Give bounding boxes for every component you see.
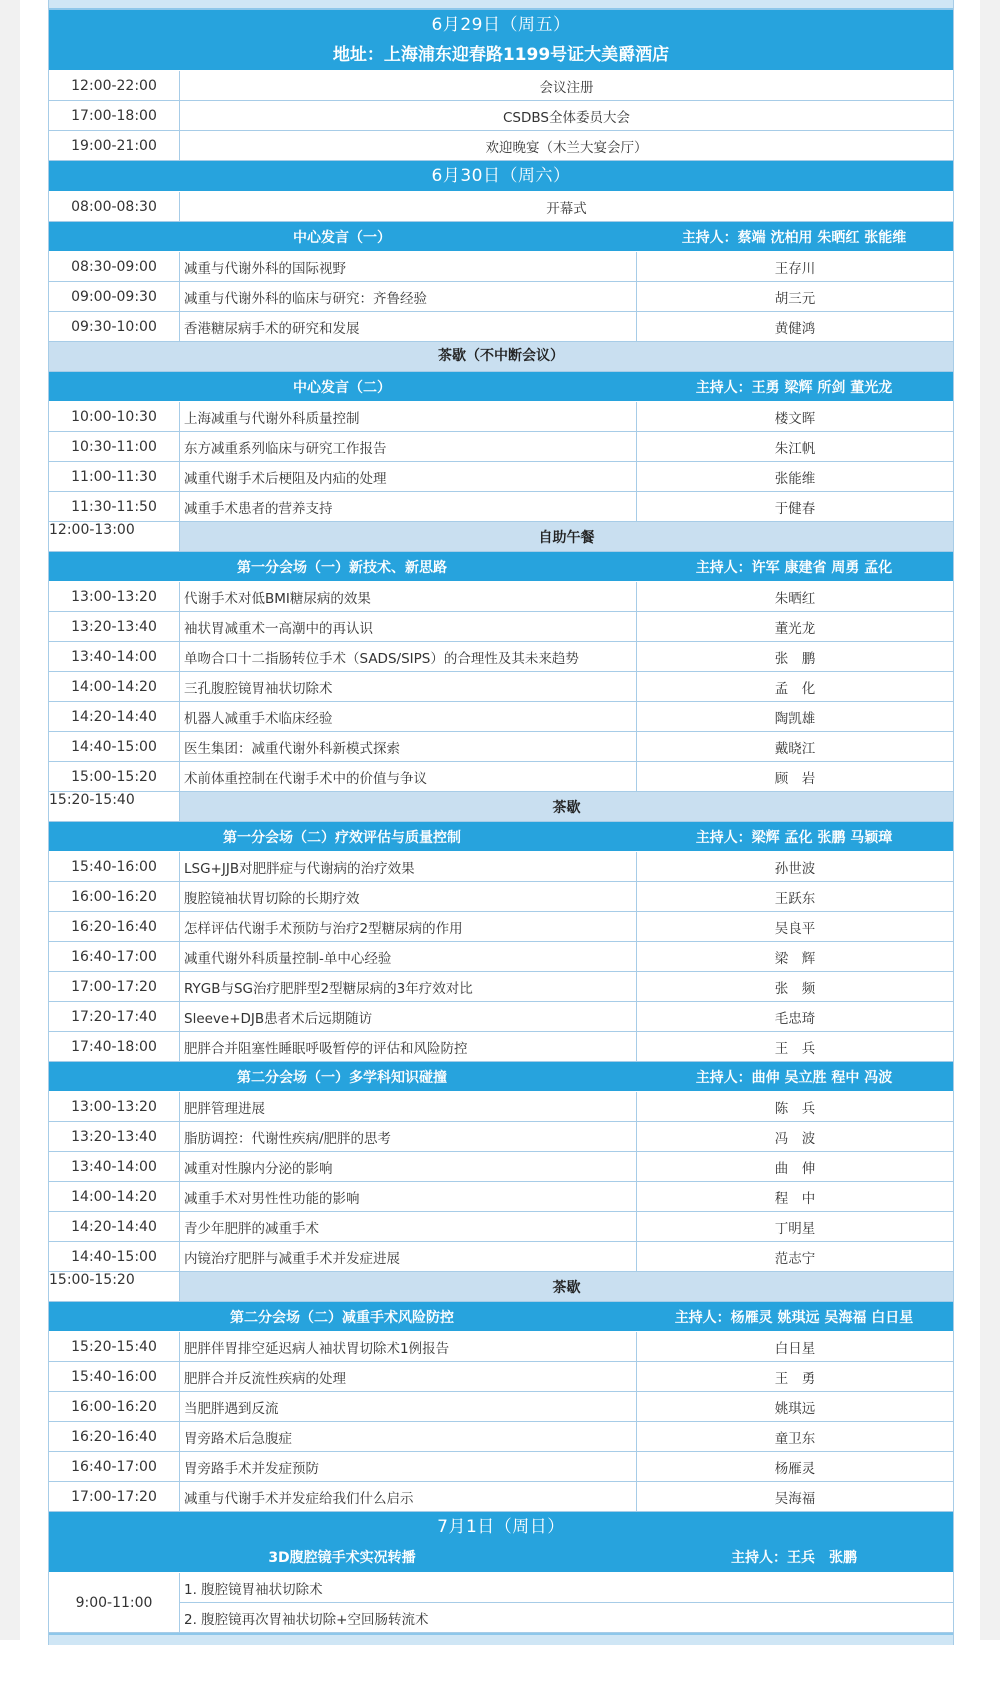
talk-row — [49, 1452, 953, 1482]
tea-break-row — [49, 792, 953, 822]
session-header — [49, 1542, 953, 1573]
speaker-cell: 冯 波 — [774, 1130, 816, 1147]
topic-cell: 怎样评估代谢手术预防与治疗2型糖尿病的作用 — [180, 912, 637, 941]
time-cell: 12:00-22:00 — [49, 71, 180, 100]
session-title: 第一分会场（二）疗效评估与质量控制 — [223, 829, 461, 846]
talk-row — [49, 942, 953, 972]
bottom-strip — [49, 1633, 953, 1645]
time-cell: 13:20-13:40 — [49, 612, 180, 641]
speaker-cell: 张 鹏 — [774, 650, 816, 667]
time-cell: 13:00-13:20 — [49, 582, 180, 611]
time-cell: 14:40-15:00 — [49, 1242, 180, 1271]
topic-cell: 肥胖合并阻塞性睡眠呼吸暂停的评估和风险防控 — [180, 1032, 637, 1061]
topic-cell: 减重与代谢外科的临床与研究：齐鲁经验 — [180, 282, 637, 311]
time-cell: 16:40-17:00 — [49, 942, 180, 971]
speaker-cell: 顾 岩 — [774, 770, 816, 787]
talk-row — [49, 582, 953, 612]
topic-cell: LSG+JJB对肥胖症与代谢病的治疗效果 — [180, 852, 637, 881]
talk-row — [49, 432, 953, 462]
topic-cell: 肥胖管理进展 — [180, 1092, 637, 1121]
time-cell: 9:00-11:00 — [49, 1573, 180, 1632]
topic-cell: 胃旁路术后急腹症 — [180, 1422, 637, 1451]
list-item: 2. 腹腔镜再次胃袖状切除+空回肠转流术 — [180, 1602, 953, 1632]
time-cell: 19:00-21:00 — [49, 131, 180, 160]
speaker-cell: 董光龙 — [774, 620, 816, 637]
speaker-cell: 于健春 — [774, 500, 816, 517]
talk-row — [49, 1212, 953, 1242]
schedule-row — [49, 192, 953, 222]
topic-cell: 三孔腹腔镜胃袖状切除术 — [180, 672, 637, 701]
speaker-cell: 吴海福 — [774, 1490, 816, 1507]
lunch-label: 自助午餐 — [180, 522, 953, 551]
time-cell: 13:20-13:40 — [49, 1122, 180, 1151]
talk-row — [49, 1122, 953, 1152]
session-header — [49, 222, 953, 252]
topic-cell: 肥胖合并反流性疾病的处理 — [180, 1362, 637, 1391]
session-header — [49, 1302, 953, 1332]
tea-break-row — [49, 1272, 953, 1302]
day-date: 6月29日（周五） — [431, 15, 571, 35]
speaker-cell: 丁明星 — [774, 1220, 816, 1237]
speaker-cell: 童卫东 — [774, 1430, 816, 1447]
speaker-cell: 孙世波 — [774, 860, 816, 877]
time-cell: 14:20-14:40 — [49, 702, 180, 731]
schedule-table — [48, 0, 954, 1645]
session-header — [49, 1062, 953, 1092]
session-title: 中心发言（一） — [293, 229, 391, 246]
talk-row — [49, 1002, 953, 1032]
speaker-cell: 王 兵 — [774, 1040, 816, 1057]
session-host: 主持人：许军 康建省 周勇 孟化 — [695, 559, 893, 576]
talk-row — [49, 252, 953, 282]
session-title: 第二分会场（一）多学科知识碰撞 — [237, 1069, 447, 1086]
speaker-cell: 程 中 — [774, 1190, 816, 1207]
talk-row — [49, 972, 953, 1002]
schedule-row — [49, 101, 953, 131]
event-cell: CSDBS全体委员大会 — [503, 109, 630, 126]
speaker-cell: 张能维 — [774, 470, 816, 487]
speaker-cell: 戴晓江 — [774, 740, 816, 757]
tea-break-row: 茶歇（不中断会议） — [49, 342, 953, 372]
time-cell: 15:00-15:20 — [49, 762, 180, 791]
talk-row — [49, 1182, 953, 1212]
speaker-cell: 王跃东 — [774, 890, 816, 907]
topic-cell: 当肥胖遇到反流 — [180, 1392, 637, 1421]
topic-cell: 上海减重与代谢外科质量控制 — [180, 402, 637, 431]
session-header — [49, 822, 953, 852]
time-cell: 17:20-17:40 — [49, 1002, 180, 1031]
time-cell: 13:40-14:00 — [49, 642, 180, 671]
topic-cell: 医生集团：减重代谢外科新模式探索 — [180, 732, 637, 761]
speaker-cell: 王存川 — [774, 260, 816, 277]
topic-cell: Sleeve+DJB患者术后远期随访 — [180, 1002, 637, 1031]
live-surgery-row — [49, 1573, 953, 1633]
session-host: 主持人：王兵 张鹏 — [731, 1550, 857, 1566]
speaker-cell: 陈 兵 — [774, 1100, 816, 1117]
time-cell: 16:40-17:00 — [49, 1452, 180, 1481]
time-cell: 11:00-11:30 — [49, 462, 180, 491]
speaker-cell: 梁 辉 — [774, 950, 816, 967]
speaker-cell: 陶凯雄 — [774, 710, 816, 727]
time-cell: 16:20-16:40 — [49, 1422, 180, 1451]
session-host: 主持人：王勇 梁辉 所剑 董光龙 — [695, 379, 893, 396]
topic-cell: 减重代谢外科质量控制-单中心经验 — [180, 942, 637, 971]
topic-cell: 内镜治疗肥胖与减重手术并发症进展 — [180, 1242, 637, 1271]
page-gutter-left — [0, 0, 20, 1640]
talk-row — [49, 762, 953, 792]
surgery-list — [180, 1573, 953, 1632]
topic-cell: 机器人减重手术临床经验 — [180, 702, 637, 731]
session-header — [49, 372, 953, 402]
time-cell: 15:40-16:00 — [49, 1362, 180, 1391]
talk-row — [49, 312, 953, 342]
lunch-row — [49, 522, 953, 552]
day-header-0630 — [49, 161, 953, 192]
session-host: 主持人：杨雁灵 姚琪远 吴海福 白日星 — [674, 1309, 914, 1326]
time-cell: 16:00-16:20 — [49, 1392, 180, 1421]
talk-row — [49, 852, 953, 882]
time-cell: 14:40-15:00 — [49, 732, 180, 761]
break-label: 茶歇 — [180, 792, 953, 821]
topic-cell: 脂肪调控：代谢性疾病/肥胖的思考 — [180, 1122, 637, 1151]
time-cell: 08:30-09:00 — [49, 252, 180, 281]
talk-row — [49, 912, 953, 942]
topic-cell: 代谢手术对低BMI糖尿病的效果 — [180, 582, 637, 611]
time-cell: 17:40-18:00 — [49, 1032, 180, 1061]
topic-cell: 香港糖尿病手术的研究和发展 — [180, 312, 637, 341]
speaker-cell: 王 勇 — [774, 1370, 816, 1387]
time-cell: 14:00-14:20 — [49, 672, 180, 701]
time-cell: 10:00-10:30 — [49, 402, 180, 431]
time-cell: 15:00-15:20 — [49, 1272, 180, 1301]
topic-cell: RYGB与SG治疗肥胖型2型糖尿病的3年疗效对比 — [180, 972, 637, 1001]
topic-cell: 减重代谢手术后梗阻及内疝的处理 — [180, 462, 637, 491]
talk-row — [49, 402, 953, 432]
talk-row — [49, 732, 953, 762]
topic-cell: 东方减重系列临床与研究工作报告 — [180, 432, 637, 461]
time-cell: 16:20-16:40 — [49, 912, 180, 941]
time-cell: 11:30-11:50 — [49, 492, 180, 521]
session-host: 主持人：蔡端 沈柏用 朱晒红 张能维 — [681, 229, 907, 246]
venue-address: 地址：上海浦东迎春路1199号证大美爵酒店 — [332, 45, 670, 65]
talk-row — [49, 1392, 953, 1422]
schedule-row — [49, 131, 953, 161]
break-label: 茶歇 — [180, 1272, 953, 1301]
time-cell: 14:20-14:40 — [49, 1212, 180, 1241]
speaker-cell: 范志宁 — [774, 1250, 816, 1267]
talk-row — [49, 612, 953, 642]
speaker-cell: 胡三元 — [774, 290, 816, 307]
topic-cell: 腹腔镜袖状胃切除的长期疗效 — [180, 882, 637, 911]
time-cell: 17:00-17:20 — [49, 972, 180, 1001]
speaker-cell: 朱江帆 — [774, 440, 816, 457]
talk-row — [49, 642, 953, 672]
speaker-cell: 姚琪远 — [774, 1400, 816, 1417]
session-title: 第一分会场（一）新技术、新思路 — [237, 559, 447, 576]
talk-row — [49, 1092, 953, 1122]
top-strip — [49, 0, 953, 10]
speaker-cell: 楼文晖 — [774, 410, 816, 427]
talk-row — [49, 1422, 953, 1452]
talk-row — [49, 492, 953, 522]
session-title: 3D腹腔镜手术实况转播 — [268, 1550, 416, 1566]
topic-cell: 单吻合口十二指肠转位手术（SADS/SIPS）的合理性及其未来趋势 — [180, 642, 637, 671]
event-cell: 开幕式 — [546, 200, 587, 217]
time-cell: 08:00-08:30 — [49, 192, 180, 221]
talk-row — [49, 672, 953, 702]
time-cell: 10:30-11:00 — [49, 432, 180, 461]
time-cell: 16:00-16:20 — [49, 882, 180, 911]
talk-row — [49, 1362, 953, 1392]
topic-cell: 术前体重控制在代谢手术中的价值与争议 — [180, 762, 637, 791]
session-header — [49, 552, 953, 582]
talk-row — [49, 882, 953, 912]
topic-cell: 减重与代谢手术并发症给我们什么启示 — [180, 1482, 637, 1511]
talk-row — [49, 462, 953, 492]
talk-row — [49, 702, 953, 732]
time-cell: 17:00-18:00 — [49, 101, 180, 130]
event-cell: 欢迎晚宴（木兰大宴会厅） — [485, 139, 648, 156]
talk-row — [49, 1482, 953, 1512]
topic-cell: 袖状胃减重术一高潮中的再认识 — [180, 612, 637, 641]
speaker-cell: 黄健鸿 — [774, 320, 816, 337]
topic-cell: 青少年肥胖的减重手术 — [180, 1212, 637, 1241]
schedule-row — [49, 71, 953, 101]
talk-row — [49, 1332, 953, 1362]
page-gutter-right — [980, 0, 1000, 1640]
session-host: 主持人：曲伸 吴立胜 程中 冯波 — [695, 1069, 893, 1086]
topic-cell: 肥胖伴胃排空延迟病人袖状胃切除术1例报告 — [180, 1332, 637, 1361]
speaker-cell: 曲 伸 — [774, 1160, 816, 1177]
topic-cell: 减重手术患者的营养支持 — [180, 492, 637, 521]
day-date: 7月1日（周日） — [437, 1517, 565, 1537]
talk-row — [49, 1032, 953, 1062]
speaker-cell: 毛忠琦 — [774, 1010, 816, 1027]
day-header-0629 — [49, 10, 953, 71]
list-item: 1. 腹腔镜胃袖状切除术 — [184, 1581, 323, 1598]
talk-row — [49, 1152, 953, 1182]
talk-row — [49, 1242, 953, 1272]
speaker-cell: 白日星 — [774, 1340, 816, 1357]
time-cell: 15:20-15:40 — [49, 1332, 180, 1361]
day-header-0701 — [49, 1512, 953, 1542]
talk-row — [49, 282, 953, 312]
day-date: 6月30日（周六） — [431, 166, 571, 186]
time-cell: 09:00-09:30 — [49, 282, 180, 311]
time-cell: 12:00-13:00 — [49, 522, 180, 551]
time-cell: 17:00-17:20 — [49, 1482, 180, 1511]
time-cell: 13:40-14:00 — [49, 1152, 180, 1181]
topic-cell: 减重手术对男性性功能的影响 — [180, 1182, 637, 1211]
time-cell: 13:00-13:20 — [49, 1092, 180, 1121]
speaker-cell: 朱晒红 — [774, 590, 816, 607]
speaker-cell: 孟 化 — [774, 680, 816, 697]
time-cell: 09:30-10:00 — [49, 312, 180, 341]
topic-cell: 减重对性腺内分泌的影响 — [180, 1152, 637, 1181]
topic-cell: 减重与代谢外科的国际视野 — [180, 252, 637, 281]
session-host: 主持人：梁辉 孟化 张鹏 马颖璋 — [695, 829, 893, 846]
speaker-cell: 杨雁灵 — [774, 1460, 816, 1477]
time-cell: 15:40-16:00 — [49, 852, 180, 881]
time-cell: 14:00-14:20 — [49, 1182, 180, 1211]
speaker-cell: 张 频 — [774, 980, 816, 997]
session-title: 第二分会场（二）减重手术风险防控 — [230, 1309, 454, 1326]
event-cell: 会议注册 — [539, 79, 594, 96]
session-title: 中心发言（二） — [293, 379, 391, 396]
topic-cell: 胃旁路手术并发症预防 — [180, 1452, 637, 1481]
time-cell: 15:20-15:40 — [49, 792, 180, 821]
speaker-cell: 吴良平 — [774, 920, 816, 937]
